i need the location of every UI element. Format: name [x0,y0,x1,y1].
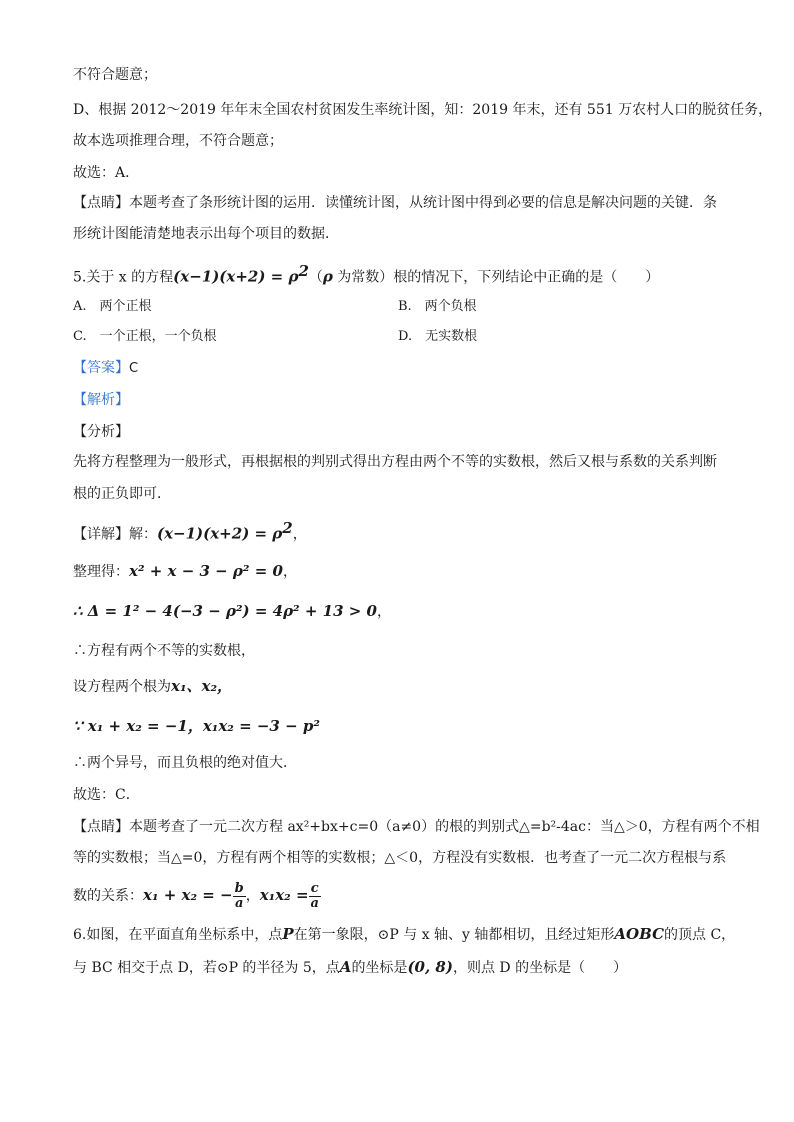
text-line: ∴两个异号，而且负根的绝对值大． [73,755,297,771]
comment-line: 等的实数根；当△=0，方程有两个相等的实数根；△＜0，方程没有实数根．也考查了一元二次方程根与系 [73,850,727,866]
detail-line [73,519,307,544]
detail-exponent: 2 [282,519,293,537]
text-line: 故选：A． [73,165,140,181]
q6-text: 与 BC 相交于点 D，若⊙P 的半径为 5，点 [73,960,340,976]
text-line: ∴方程有两个不等的实数根， [73,643,255,659]
answer-line [73,359,138,378]
vieta-line [73,717,320,736]
discriminant-suffix: ， [376,604,391,620]
analysis-label: 【解析】 [73,392,129,408]
q6-text: 6.如图，在平面直角坐标系中，点 [73,927,283,943]
detail-prefix: 【详解】解： [73,526,157,543]
option-d: D. 无实数根 [398,329,478,344]
fenxi-label: 【分析】 [73,424,129,440]
comment-line: 【点睛】本题考查了一元二次方程 ax²+bx+c=0（a≠0）的根的判别式△=b²-4ac：当△＞0，方程有两个不相 [73,819,760,835]
text-line: 故选：C． [73,787,140,803]
fraction-denominator: a [234,895,244,911]
fraction-c-over-a [309,882,321,911]
comment-line: 形统计图能清楚地表示出每个项目的数据． [73,226,339,242]
question-6-line-1 [73,925,735,944]
text-line: 不符合题意； [73,67,157,83]
zl-equation: x² + x − 3 − ρ² = 0 [129,562,283,580]
q6-rectangle: AOBC [614,925,665,943]
fenxi-line: 先将方程整理为一般形式，再根据根的判别式得出方程由两个不等的实数根，然后又根与系数的关系判断 [73,454,717,470]
fraction-b-over-a [233,882,246,911]
q6-text: ，则点 D 的坐标是（ ） [452,960,628,976]
q5-rho: ρ [322,267,333,286]
product-of-roots: x₁x₂ = [259,886,309,904]
roots-line [73,677,232,696]
text-line: 故本选项推理合理，不符合题意； [73,133,283,149]
discriminant-equation: ∴ Δ = 1² − 4(−3 − ρ²) = 4ρ² + 13 > 0 [73,602,377,620]
fraction-numerator: c [309,882,321,897]
fenxi-line: 根的正负即可． [73,486,171,502]
comment-line: 【点睛】本题考查了条形统计图的运用．读懂统计图，从统计图中得到必要的信息是解决问题的关键．条 [73,195,717,211]
zl-prefix: 整理得： [73,564,129,580]
vieta-relation-line [73,880,321,911]
detail-equation: (x−1)(x+2) = ρ [157,524,283,543]
question-5-stem [73,262,659,287]
detail-suffix: ， [292,526,307,543]
q6-text: 的顶点 C， [664,927,736,943]
discriminant-line [73,602,391,621]
q6-text: 的坐标是 [351,960,408,976]
text-line: D、根据 2012～2019 年年末全国农村贫困发生率统计图，知：2019 年末，还有 551 万农村人口的脱贫任务， [73,102,773,118]
question-6-line-2 [73,958,627,977]
q5-exponent: 2 [298,262,309,280]
answer-value: C [129,361,139,376]
fraction-numerator: b [234,880,244,896]
set-prefix: 设方程两个根为 [73,679,171,695]
q6-coordinate: (0, 8) [407,958,453,976]
q5-note-open: （ [308,269,323,286]
q5-prefix: 5.关于 x 的方程 [73,269,174,286]
q6-point-a: A [339,958,352,976]
q5-equation: (x−1)(x+2) = ρ [173,267,299,286]
q6-text: 在第一象限，⊙P 与 x 轴、y 轴都相切，且经过矩形 [293,927,615,943]
option-b: B. 两个负根 [398,299,477,314]
zl-suffix: ， [282,564,297,580]
sum-of-roots: x₁ + x₂ = − [143,886,233,904]
dj3-separator: ， [245,888,260,904]
rearranged-line [73,562,297,581]
q5-note-close: 为常数）根的情况下，下列结论中正确的是（ ） [332,269,660,286]
fraction-denominator: a [310,895,319,911]
dj3-prefix: 数的关系： [73,888,143,904]
vieta-equation: ∵ x₁ + x₂ = −1，x₁x₂ = −3 − p² [73,717,320,735]
q6-point-p: P [282,925,294,943]
option-a: A. 两个正根 [73,299,152,314]
answer-label: 【答案】 [73,360,129,376]
option-c: C. 一个正根，一个负根 [73,329,217,344]
set-roots: x₁、x₂， [171,677,233,695]
